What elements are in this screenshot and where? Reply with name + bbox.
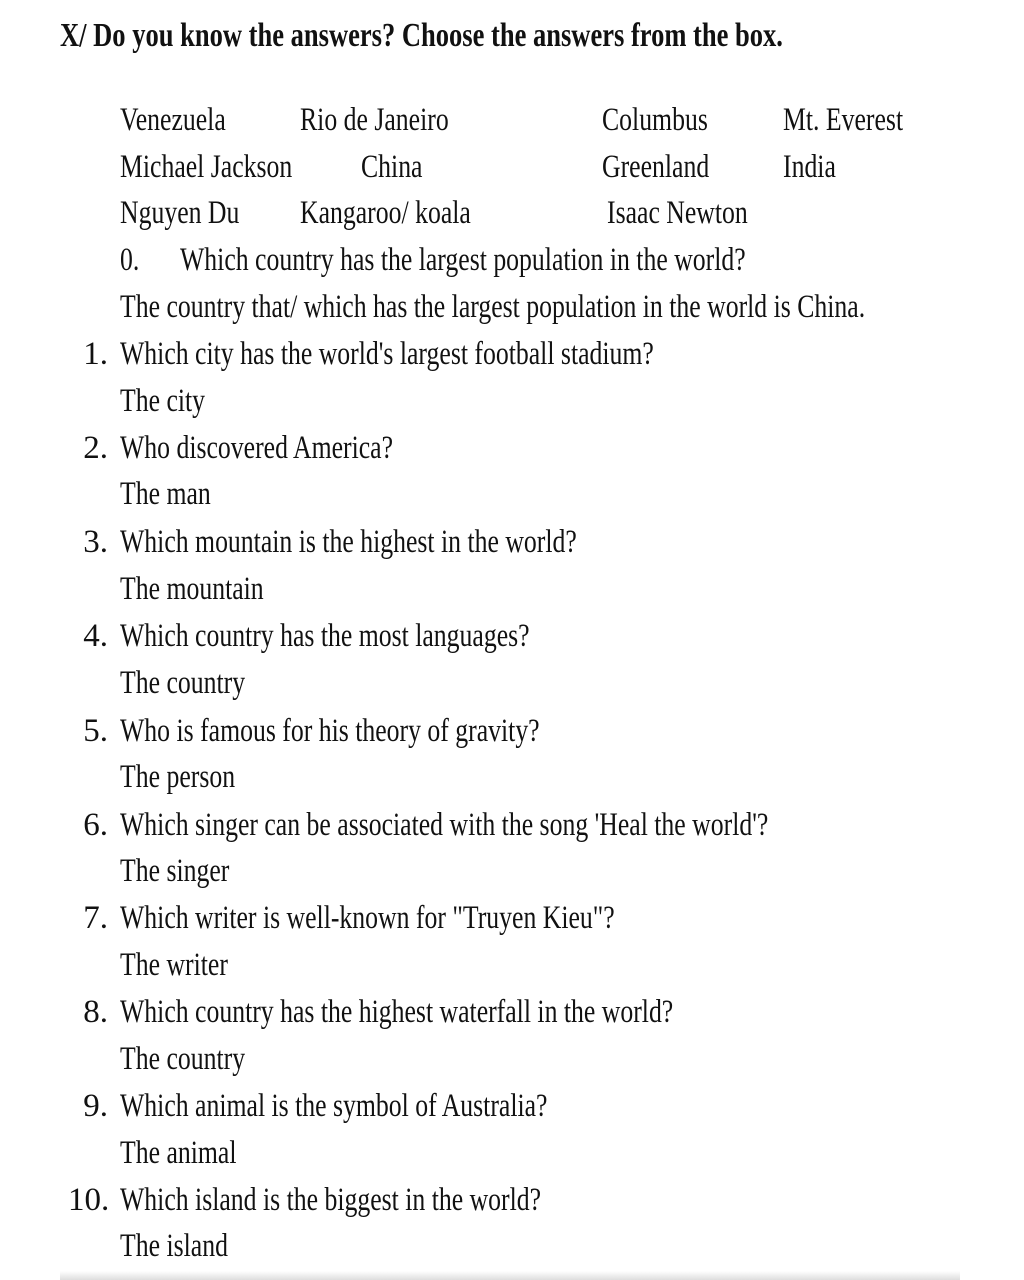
answer-stem: The country <box>120 665 246 701</box>
question-text: Which island is the biggest in the world? <box>120 1182 542 1218</box>
exercise-heading-text: X/ Do you know the answers? Choose the answers from the box. <box>60 17 783 54</box>
box-word: Michael Jackson <box>120 149 293 185</box>
box-word: Venezuela <box>120 102 226 138</box>
question-number: 10. <box>68 1182 110 1218</box>
answer-stem: The singer <box>120 853 230 889</box>
box-word: China <box>361 149 423 185</box>
question-text: Which city has the world's largest football stadium? <box>120 336 654 372</box>
answer-stem: The city <box>120 383 206 419</box>
question-text: Which country has the highest waterfall in the world? <box>120 994 674 1030</box>
example-question: Which country has the largest population in the world? <box>180 242 746 278</box>
exercise-heading <box>60 16 987 56</box>
question-text: Who is famous for his theory of gravity? <box>120 713 540 749</box>
box-word: Columbus <box>602 102 708 138</box>
answer-stem: The mountain <box>120 571 264 607</box>
question-number: 9. <box>83 1088 108 1124</box>
answer-stem: The island <box>120 1228 228 1264</box>
cut-off-next-line <box>60 1271 960 1280</box>
question-number: 5. <box>83 713 108 749</box>
answer-stem: The writer <box>120 947 228 983</box>
question-number: 6. <box>83 807 108 843</box>
question-text: Which country has the most languages? <box>120 618 530 654</box>
question-number: 7. <box>83 900 108 936</box>
box-word: Greenland <box>602 149 710 185</box>
question-text: Which writer is well-known for "Truyen Kieu"? <box>120 900 615 936</box>
box-word: Nguyen Du <box>120 195 240 231</box>
answer-stem: The animal <box>120 1135 237 1171</box>
question-text: Which animal is the symbol of Australia? <box>120 1088 548 1124</box>
question-number: 1. <box>83 336 108 372</box>
question-number: 4. <box>83 618 108 654</box>
question-number: 2. <box>83 430 108 466</box>
question-text: Which singer can be associated with the song 'Heal the world'? <box>120 807 769 843</box>
question-text: Who discovered America? <box>120 430 394 466</box>
box-word: Rio de Janeiro <box>300 102 449 138</box>
example-number: 0. <box>120 242 140 278</box>
answer-stem: The person <box>120 759 236 795</box>
box-word: Kangaroo/ koala <box>300 195 471 231</box>
example-answer: The country that/ which has the largest population in the world is China. <box>120 289 866 325</box>
question-number: 3. <box>83 524 108 560</box>
box-word: Isaac Newton <box>607 195 748 231</box>
question-number: 8. <box>83 994 108 1030</box>
answer-stem: The man <box>120 476 211 512</box>
question-text: Which mountain is the highest in the world? <box>120 524 577 560</box>
answer-stem: The country <box>120 1041 246 1077</box>
box-word: Mt. Everest <box>783 102 904 138</box>
box-word: India <box>783 149 836 185</box>
